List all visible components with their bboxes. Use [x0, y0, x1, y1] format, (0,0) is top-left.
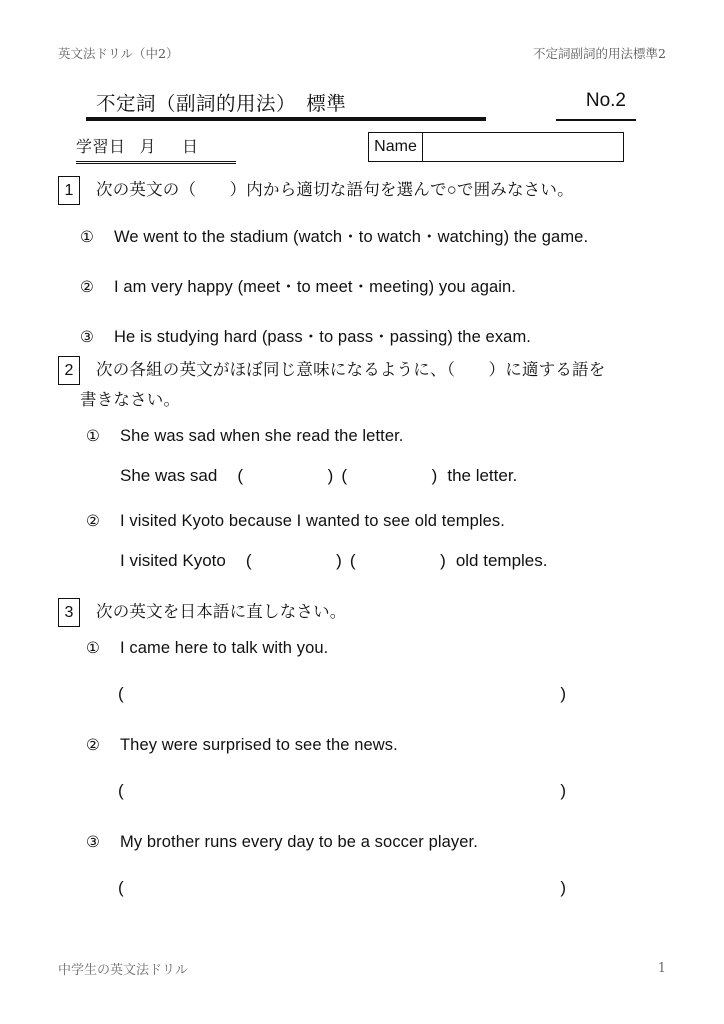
sheet-number-underline [556, 119, 636, 121]
question-3-instruction: 次の英文を日本語に直しなさい。 [96, 603, 347, 621]
item-marker: ② [86, 737, 100, 754]
name-box [368, 132, 624, 162]
name-input[interactable] [423, 133, 623, 161]
translation-answer-line[interactable] [118, 878, 566, 898]
paren-open: ( [341, 466, 348, 485]
item-sentence: My brother runs every day to be a soccer player. [120, 833, 478, 851]
question-1 [58, 176, 684, 347]
question-3-header [58, 598, 684, 627]
page-number: 1 [657, 961, 666, 976]
paren-close: ) [431, 466, 438, 485]
paren-close: ) [336, 551, 342, 570]
list-item [86, 427, 684, 446]
paren-open: ( [237, 466, 244, 485]
question-2-instruction: 次の各組の英文がほぼ同じ意味になるように、（ ）に適する語を [96, 361, 606, 379]
footer [58, 959, 666, 978]
page-title: 不定詞（副詞的用法） 標準 [96, 93, 347, 115]
list-item [86, 639, 684, 658]
paren-close: ) [560, 781, 566, 800]
paren-open: ( [118, 781, 124, 800]
question-2-header [58, 356, 684, 385]
running-head-right: 不定詞副詞的用法標準2 [533, 46, 666, 61]
item-sentence: She was sad when she read the letter. [120, 427, 404, 445]
translation-answer-line[interactable] [118, 684, 566, 704]
translation-answer-line[interactable] [118, 781, 566, 801]
month-label: 月 [139, 139, 157, 156]
fill-blank-line[interactable] [120, 551, 568, 571]
item-sentence: I am very happy (meet・to meet・meeting) you again. [114, 278, 516, 296]
item-sentence: We went to the stadium (watch・to watch・watching) the game. [114, 228, 589, 246]
title-block [58, 88, 666, 128]
question-1-header [58, 176, 684, 205]
item-sentence: I came here to talk with you. [120, 639, 329, 657]
footer-title: 中学生の英文法ドリル [58, 963, 189, 978]
item-sentence: I visited Kyoto because I wanted to see old temples. [120, 512, 505, 530]
paren-open: ( [349, 551, 356, 570]
item-sentence: He is studying hard (pass・to pass・passing) the exam. [114, 328, 531, 346]
fill-blank-line[interactable] [120, 466, 540, 486]
paren-open: ( [118, 878, 124, 897]
paren-open: ( [118, 684, 124, 703]
item-marker: ③ [86, 834, 100, 851]
item-marker: ③ [80, 329, 94, 346]
list-item [80, 223, 684, 247]
question-3 [58, 598, 684, 898]
paren-close: ) [327, 466, 334, 485]
day-label: 日 [182, 139, 199, 156]
list-item [80, 273, 684, 297]
list-item [80, 323, 684, 347]
question-2-instruction-cont: 書きなさい。 [80, 391, 181, 409]
answer-prefix: I visited Kyoto [120, 551, 226, 570]
item-marker: ② [80, 279, 94, 296]
answer-prefix: She was sad [120, 466, 218, 485]
item-sentence: They were surprised to see the news. [120, 736, 398, 754]
question-2-number: 2 [58, 356, 80, 385]
item-marker: ① [86, 640, 100, 657]
running-head-left: 英文法ドリル（中2） [58, 46, 179, 61]
paren-close: ) [560, 878, 566, 897]
study-date-label: 学習日 [76, 139, 126, 156]
running-head [58, 44, 666, 62]
list-item [86, 512, 684, 531]
answer-suffix: old temples. [455, 551, 548, 570]
paren-close: ) [440, 551, 446, 570]
list-item [86, 833, 684, 852]
item-marker: ① [86, 428, 100, 445]
sheet-number: No.2 [585, 90, 626, 111]
paren-open: ( [245, 551, 252, 570]
name-label: Name [369, 133, 423, 161]
title-underline [86, 117, 486, 121]
question-1-number: 1 [58, 176, 80, 205]
meta-row [58, 134, 666, 168]
question-1-instruction: 次の英文の（ ）内から適切な語句を選んで○で囲みなさい。 [96, 181, 574, 199]
paren-close: ) [560, 684, 566, 703]
item-marker: ② [86, 513, 100, 530]
item-marker: ① [80, 229, 94, 246]
question-2 [58, 356, 684, 571]
question-3-number: 3 [58, 598, 80, 627]
list-item [86, 736, 684, 755]
study-date-field [76, 134, 236, 164]
answer-suffix: the letter. [447, 466, 518, 485]
